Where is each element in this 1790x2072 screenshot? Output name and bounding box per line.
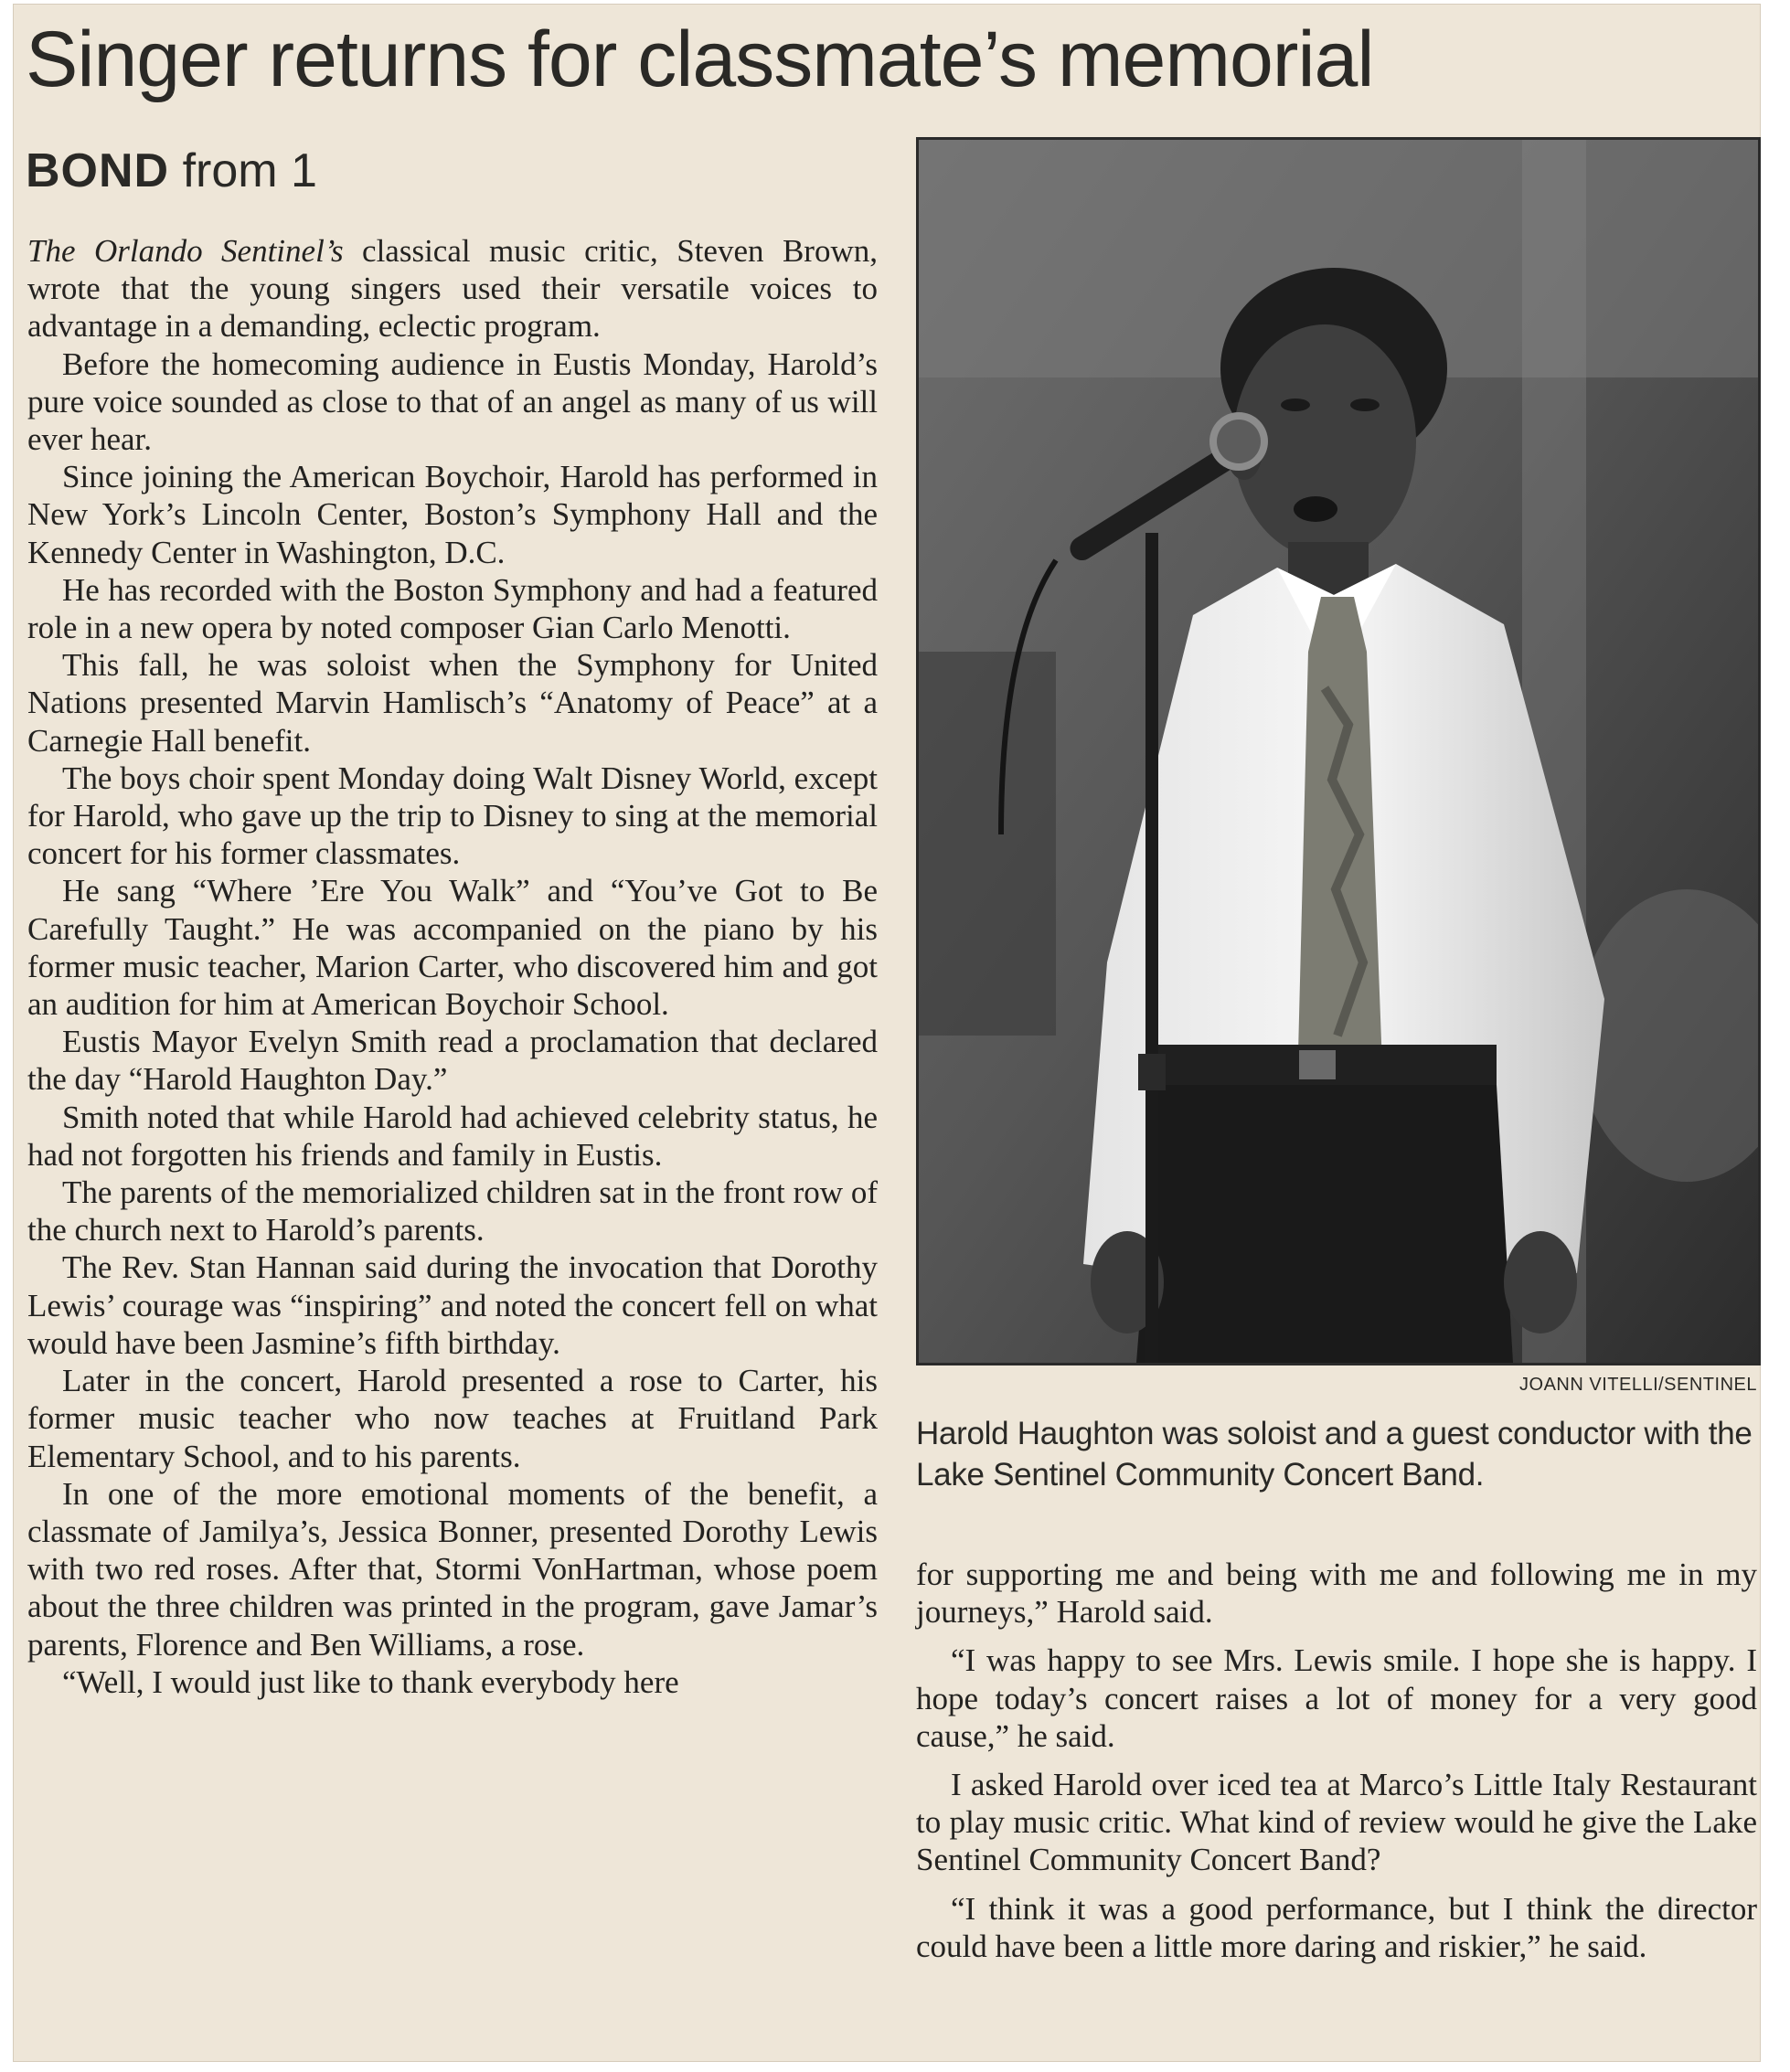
photo [916, 137, 1761, 1365]
article-paragraph: He has recorded with the Boston Symphony and had a featured role in a new opera by noted composer Gian Carlo Menotti. [27, 571, 878, 646]
publication-name: The Orlando Sentinel’s [27, 233, 344, 269]
article-column-left [27, 232, 878, 1701]
article-paragraph: This fall, he was soloist when the Symphony for United Nations presented Marvin Hamlisch’s “Anatomy of Peace” at a Carnegie Hall benefit. [27, 647, 878, 759]
jump-from: from 1 [182, 144, 317, 197]
lead-paragraph-text: classical music critic, Steven Brown, wrote that the young singers used their versatile voices to advantage in a demanding, eclectic program. [27, 233, 878, 345]
article-paragraph: Eustis Mayor Evelyn Smith read a proclamation that declared the day “Harold Haughton Day.” [27, 1024, 878, 1098]
article-paragraph: The boys choir spent Monday doing Walt Disney World, except for Harold, who gave up the trip to Disney to sing at the memorial concert for his former classmates. [27, 760, 878, 872]
article-paragraph: He sang “Where ’Ere You Walk” and “You’ve Got to Be Carefully Taught.” He was accompanied on the piano by his former music teacher, Marion Carter, who discovered him and got an audition for him at American Boychoir School. [27, 873, 878, 1023]
article-paragraph: I asked Harold over iced tea at Marco’s Little Italy Restaurant to play music critic. What kind of review would he give the Lake Sentinel Community Concert Band? [916, 1767, 1757, 1878]
article-paragraph: Before the homecoming audience in Eustis Monday, Harold’s pure voice sounded as close to that of an angel as many of us will ever hear. [27, 345, 878, 458]
article-paragraph: Since joining the American Boychoir, Harold has performed in New York’s Lincoln Center, Boston’s Symphony Hall and the Kennedy Center in Washington, D.C. [27, 459, 878, 570]
article-column-right [916, 1556, 1757, 1965]
photo-caption: Harold Haughton was soloist and a guest conductor with the Lake Sentinel Community Concert Band. [916, 1416, 1753, 1493]
article-paragraph: “I was happy to see Mrs. Lewis smile. I hope she is happy. I hope today’s concert raises a lot of money for a very good cause,” he said. [916, 1642, 1757, 1754]
jump-line [26, 139, 317, 203]
article-paragraph: “I think it was a good performance, but I think the director could have been a little more daring and riskier,” he said. [916, 1890, 1757, 1964]
photo-illustration [919, 140, 1758, 1363]
lead-paragraph [27, 232, 878, 345]
article-paragraph: for supporting me and being with me and following me in my journeys,” Harold said. [916, 1557, 1757, 1631]
article-paragraph: Smith noted that while Harold had achieved celebrity status, he had not forgotten his friends and family in Eustis. [27, 1099, 878, 1173]
article-paragraph: The Rev. Stan Hannan said during the invocation that Dorothy Lewis’ courage was “inspiring” and noted the concert fell on what would have been Jasmine’s fifth birthday. [27, 1249, 878, 1361]
article-paragraph: In one of the more emotional moments of the benefit, a classmate of Jamilya’s, Jessica Bonner, presented Dorothy Lewis with two red roses. After that, Stormi VonHartman, whose poem about the three children was printed in the program, gave Jamar’s parents, Florence and Ben Williams, a rose. [27, 1475, 878, 1663]
article-paragraph: Later in the concert, Harold presented a rose to Carter, his former music teacher who now teaches at Fruitland Park Elementary School, and to his parents. [27, 1363, 878, 1474]
headline: Singer returns for classmate’s memorial [26, 16, 1374, 103]
jump-keyword: BOND [26, 144, 170, 197]
article-paragraph: The parents of the memorialized children sat in the front row of the church next to Harold’s parents. [27, 1174, 878, 1249]
photo-credit: JOANN VITELLI/SENTINEL [1519, 1375, 1757, 1395]
article-paragraph: “Well, I would just like to thank everybody here [62, 1663, 679, 1700]
